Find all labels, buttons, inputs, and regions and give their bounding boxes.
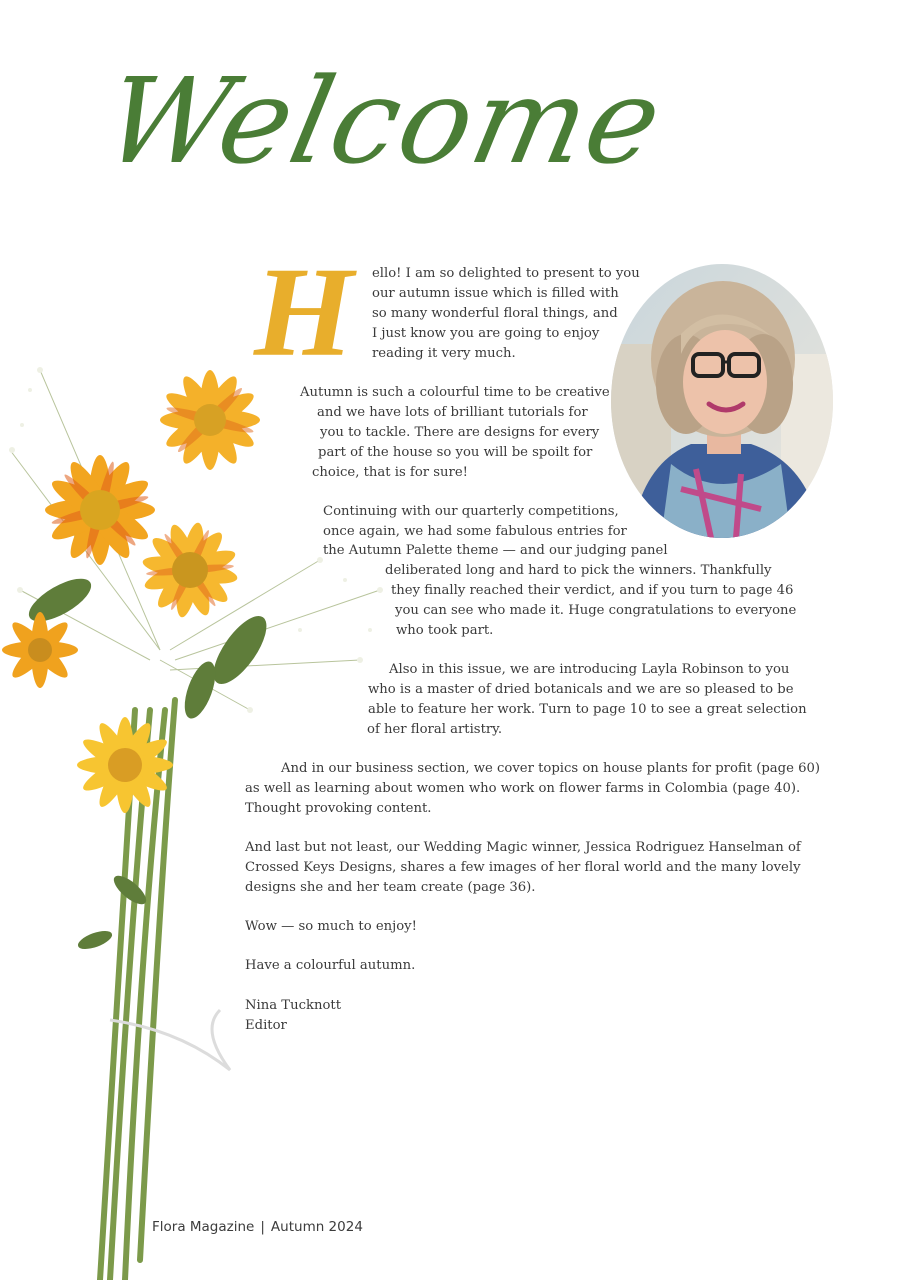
text-line: who took part. bbox=[396, 623, 494, 638]
text-line: they finally reached their verdict, and if you turn to page 46 bbox=[391, 583, 794, 598]
text-line: and we have lots of brilliant tutorials for bbox=[317, 405, 588, 420]
text-line: Also in this issue, we are introducing Layla Robinson to you bbox=[389, 662, 790, 677]
footer-magazine: Flora Magazine bbox=[152, 1219, 255, 1235]
text-line: Crossed Keys Designs, shares a few images of her floral world and the many lovely bbox=[245, 860, 801, 875]
sign-off-line: Have a colourful autumn. bbox=[245, 958, 416, 973]
text-line: the Autumn Palette theme — and our judging panel bbox=[323, 543, 668, 558]
text-line: as well as learning about women who work on flower farms in Colombia (page 40). bbox=[245, 781, 801, 796]
welcome-heading: Welcome bbox=[93, 52, 675, 190]
footer-issue: Autumn 2024 bbox=[270, 1219, 363, 1235]
text-line: deliberated long and hard to pick the winners. Thankfully bbox=[385, 563, 772, 578]
text-line: once again, we had some fabulous entries for bbox=[323, 524, 627, 539]
text-line: our autumn issue which is filled with bbox=[372, 286, 619, 301]
editor-name: Nina Tucknott bbox=[245, 998, 342, 1013]
text-line: reading it very much. bbox=[372, 346, 516, 361]
text-line: choice, that is for sure! bbox=[312, 465, 468, 480]
page-footer bbox=[152, 1219, 363, 1235]
closing-line: Wow — so much to enjoy! bbox=[245, 919, 417, 934]
text-line: Thought provoking content. bbox=[245, 801, 432, 816]
text-line: designs she and her team create (page 36). bbox=[245, 880, 536, 895]
text-line: And last but not least, our Wedding Magic winner, Jessica Rodriguez Hanselman of bbox=[245, 840, 801, 855]
footer-separator: | bbox=[260, 1219, 265, 1235]
text-line: able to feature her work. Turn to page 10 to see a great selection bbox=[368, 702, 807, 717]
text-line: And in our business section, we cover topics on house plants for profit (page 60) bbox=[281, 761, 821, 776]
text-line: you to tackle. There are designs for every bbox=[320, 425, 600, 440]
text-line: you can see who made it. Huge congratulations to everyone bbox=[395, 603, 797, 618]
editor-title: Editor bbox=[245, 1018, 287, 1033]
editor-portrait-image bbox=[611, 264, 833, 538]
text-line: Continuing with our quarterly competitions, bbox=[323, 504, 619, 519]
text-line: Autumn is such a colourful time to be creative bbox=[300, 385, 610, 400]
text-line: who is a master of dried botanicals and we are so pleased to be bbox=[368, 682, 794, 697]
drop-cap: H bbox=[254, 241, 354, 383]
text-line: part of the house so you will be spoilt for bbox=[318, 445, 593, 460]
text-line: ello! I am so delighted to present to you bbox=[372, 266, 640, 281]
text-line: so many wonderful floral things, and bbox=[372, 306, 618, 321]
text-line: of her floral artistry. bbox=[367, 722, 503, 737]
text-line: I just know you are going to enjoy bbox=[372, 326, 600, 341]
